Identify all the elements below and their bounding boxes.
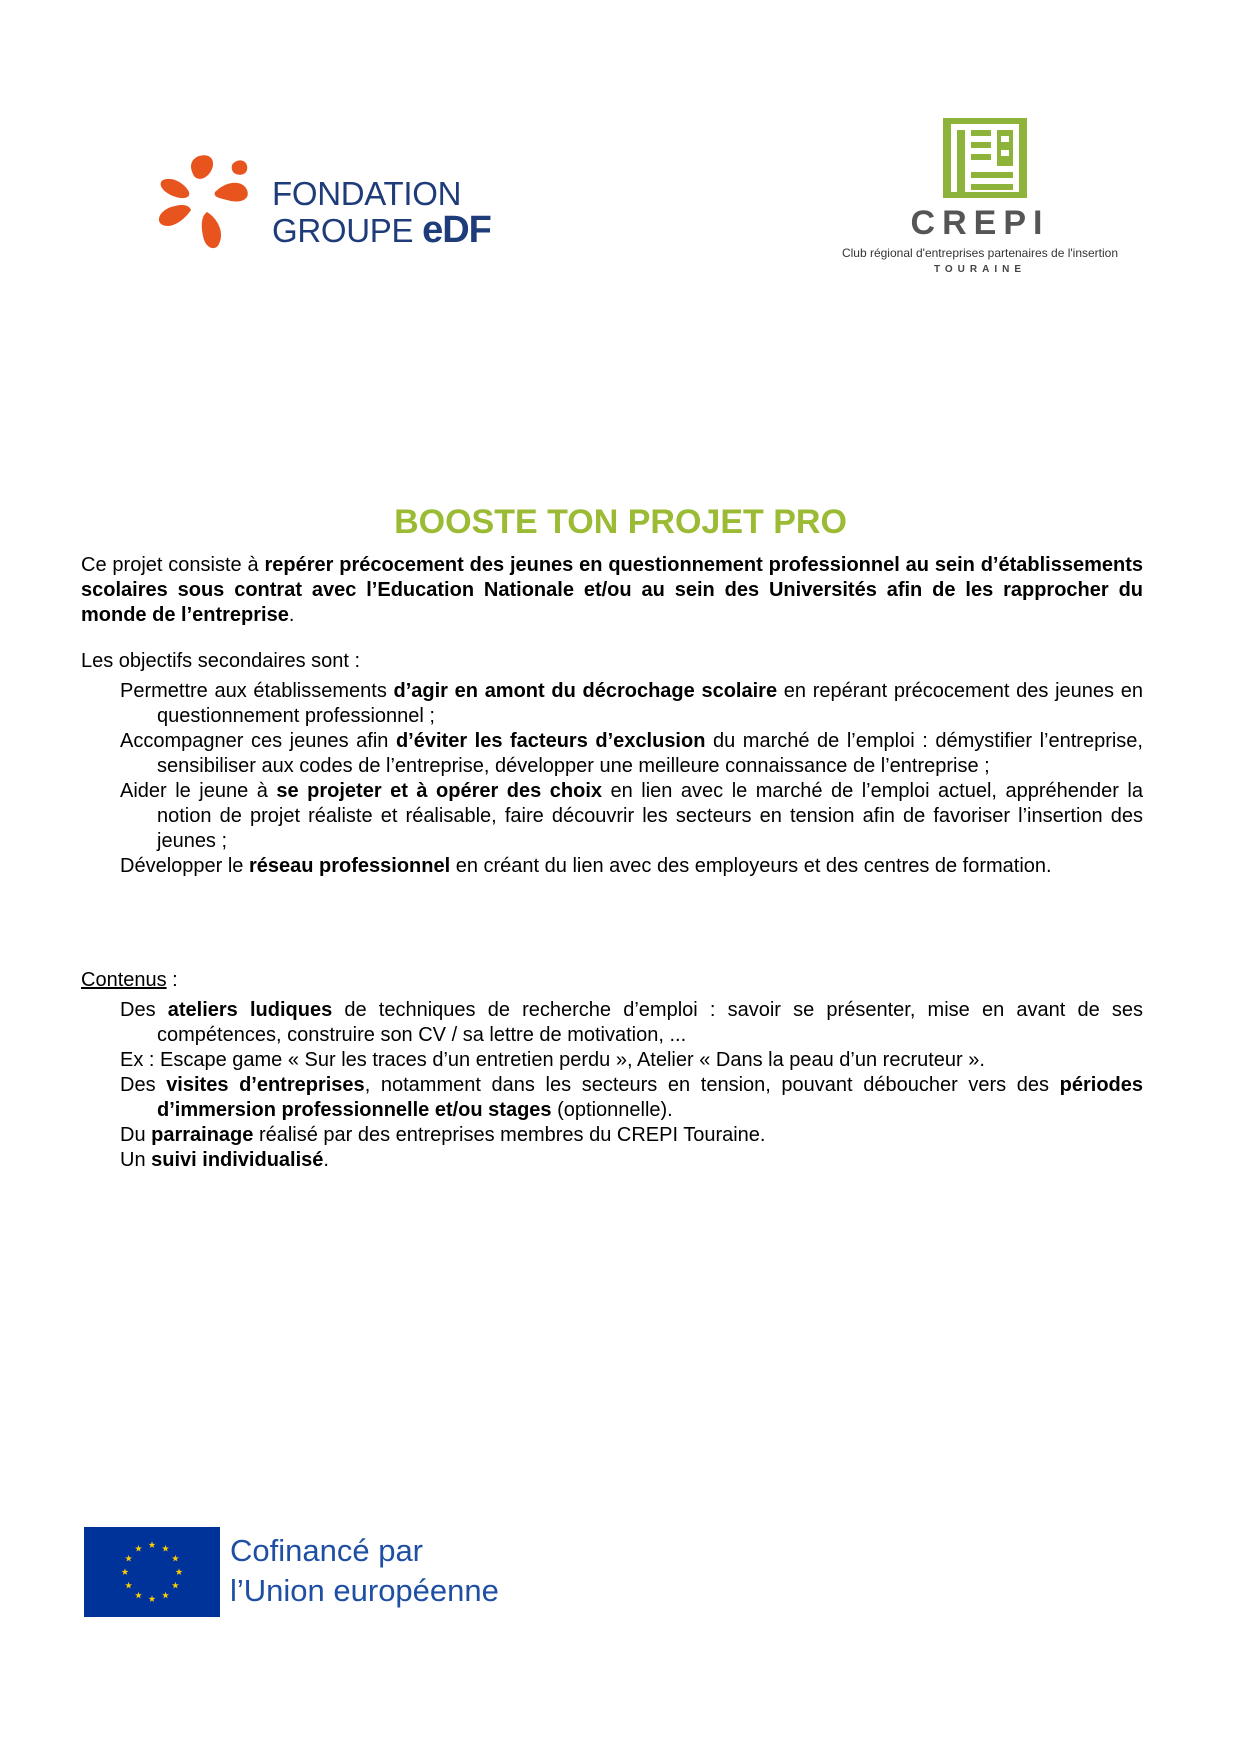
objective-item — [120, 729, 1143, 779]
eu-flag-icon — [84, 1527, 220, 1617]
edf-brand: eDF — [422, 209, 491, 251]
content-bold: visites d’entreprises — [166, 1074, 365, 1096]
content-text: , notamment dans les secteurs en tension, pouvant déboucher vers des — [364, 1074, 1060, 1096]
objective-text: Développer le — [120, 855, 249, 877]
content-text: Des — [120, 1074, 167, 1096]
objective-item — [120, 679, 1143, 729]
content-text: de techniques de recherche d’emploi : savoir se présenter, mise en avant de ses compétences, construire son CV / sa lettre de motivation, ... — [157, 999, 1143, 1046]
contents-heading — [81, 968, 1143, 993]
content-text: Du — [120, 1124, 152, 1146]
intro-bold: repérer précocement des jeunes en questionnement professionnel au sein d’établissements scolaires sous contrat avec l’Education Nationale et/ou au sein des Universités afin de les rapprocher du monde de l’entreprise — [81, 554, 1143, 626]
objective-bold: d’agir en amont du décrochage scolaire — [393, 680, 778, 702]
content-text: réalisé par des entreprises membres du CREPI Touraine. — [253, 1124, 766, 1146]
content-bold: parrainage — [151, 1124, 254, 1146]
edf-wordmark — [272, 176, 491, 249]
objective-text: en repérant précocement des jeunes en questionnement professionnel ; — [157, 680, 1143, 727]
crepi-logo — [820, 118, 1140, 278]
content-item — [120, 1073, 1143, 1123]
intro-paragraph — [81, 553, 1143, 628]
objective-bold: d’éviter les facteurs d’exclusion — [395, 730, 706, 752]
contents-heading-suffix: : — [166, 969, 178, 991]
objective-item — [120, 779, 1143, 854]
objective-text: en lien avec le marché de l’emploi actuel, appréhender la notion de projet réaliste et réalisable, faire découvrir les secteurs en tension afin de favoriser l’insertion des jeunes ; — [157, 780, 1143, 852]
objective-text: Accompagner ces jeunes afin — [120, 730, 396, 752]
intro-text-2: . — [288, 604, 295, 626]
content-text: Des — [120, 999, 168, 1021]
edf-flower-icon — [155, 150, 265, 260]
content-text: Ex : Escape game « Sur les traces d’un entretien perdu », Atelier « Dans la peau d’un recruteur ». — [120, 1049, 985, 1071]
content-text: (optionnelle). — [551, 1099, 673, 1121]
objective-text: Aider le jeune à — [120, 780, 277, 802]
objective-text: Permettre aux établissements — [120, 680, 394, 702]
crepi-name: CREPI — [910, 204, 1050, 242]
objective-bold: réseau professionnel — [248, 855, 451, 877]
crepi-region: TOURAINE — [933, 264, 1027, 275]
document-title: BOOSTE TON PROJET PRO — [394, 503, 847, 541]
objective-text: en créant du lien avec des employeurs et des centres de formation. — [450, 855, 1052, 877]
contents-heading-label: Contenus — [81, 969, 167, 991]
eu-cofunding-logo — [84, 1527, 524, 1617]
content-item — [120, 1048, 1143, 1073]
intro-text-1: Ce projet consiste à — [81, 554, 265, 576]
edf-line-2 — [272, 209, 491, 251]
fondation-edf-logo — [155, 150, 515, 260]
eu-line-1: Cofinancé par — [230, 1533, 424, 1568]
content-item — [120, 1123, 1143, 1148]
contents-list — [120, 998, 1143, 1173]
eu-cofunding-text — [230, 1531, 499, 1611]
edf-line-1: FONDATION — [272, 175, 462, 212]
objectives-heading: Les objectifs secondaires sont : — [81, 650, 361, 672]
objective-text: du marché de l’emploi : démystifier l’entreprise, sensibiliser aux codes de l’entreprise, développer une meilleure connaissance de l’entreprise ; — [157, 730, 1143, 777]
objectives-list — [120, 679, 1143, 879]
content-item — [120, 1148, 1143, 1173]
content-bold: ateliers ludiques — [167, 999, 333, 1021]
crepi-subtitle: Club régional d'entreprises partenaires de l'insertion — [841, 246, 1119, 260]
content-bold: suivi individualisé — [151, 1149, 324, 1171]
content-item — [120, 998, 1143, 1048]
crepi-grid-icon — [943, 118, 1027, 198]
content-text: Un — [120, 1149, 152, 1171]
objective-item — [120, 854, 1143, 879]
content-bold: périodes d’immersion professionnelle et/ou stages — [157, 1074, 1143, 1121]
edf-line-2-prefix: GROUPE — [272, 212, 423, 249]
eu-line-2: l’Union européenne — [230, 1573, 499, 1608]
content-text: . — [323, 1149, 329, 1171]
objective-bold: se projeter et à opérer des choix — [276, 780, 603, 802]
